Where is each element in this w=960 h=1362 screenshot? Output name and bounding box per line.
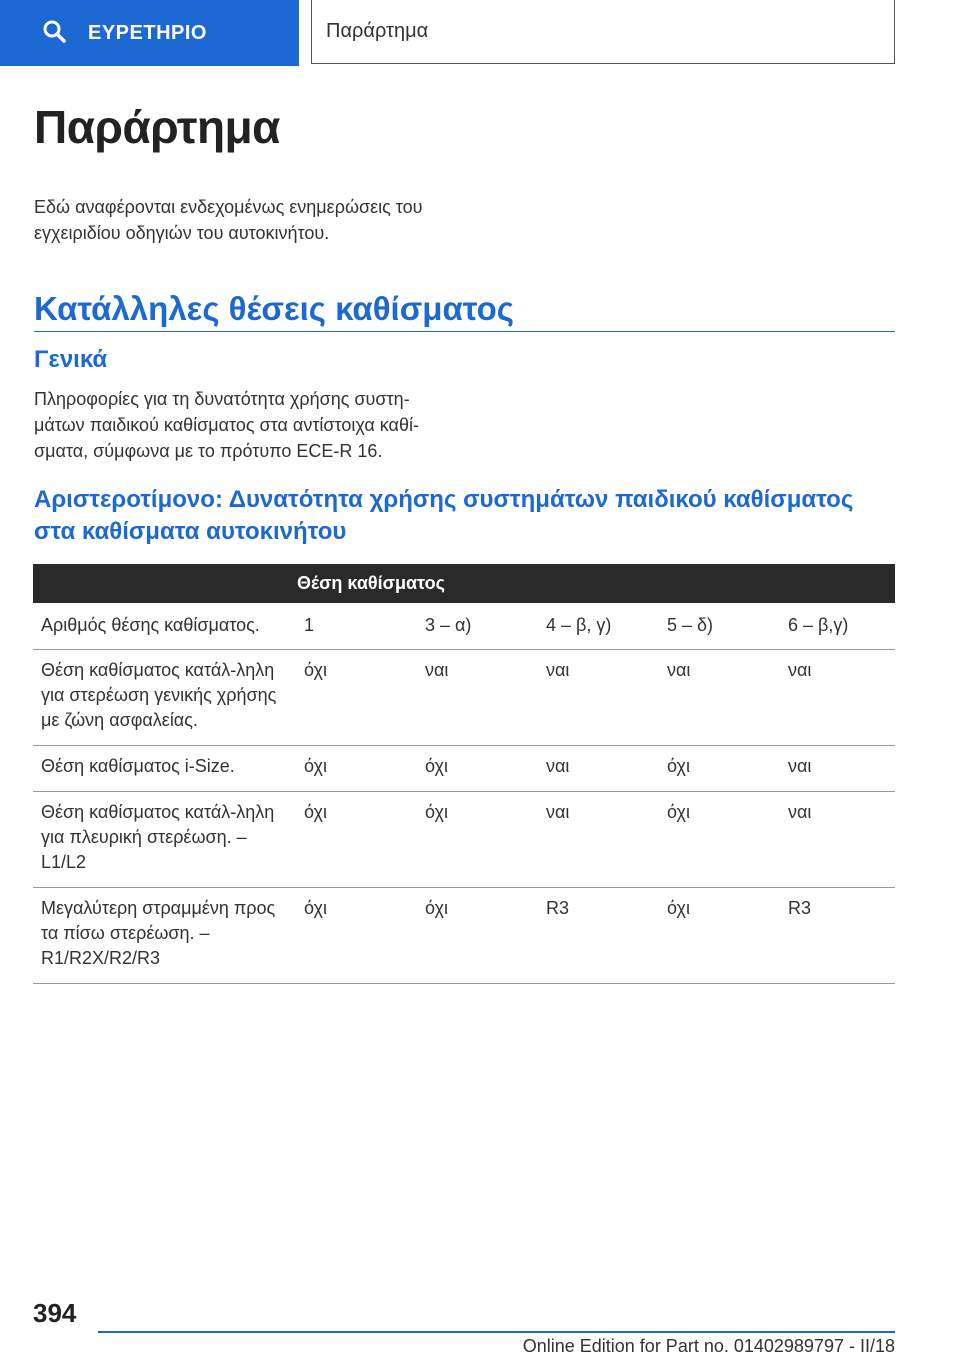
table-row	[33, 792, 895, 888]
table-cell: R3	[538, 888, 659, 984]
table-cell: ναι	[780, 650, 895, 746]
row-label-cell: Θέση καθίσματος κατάλ-ληλη για πλευρική στερέωση. – L1/L2	[33, 792, 296, 888]
table-cell: όχι	[659, 888, 780, 984]
row-label-cell: Θέση καθίσματος κατάλ-ληλη για στερέωση γενικής χρήσης με ζώνη ασφαλείας.	[33, 650, 296, 746]
section-title: Κατάλληλες θέσεις καθίσματος	[34, 290, 514, 327]
table-cell: ναι	[417, 650, 538, 746]
table-header-row	[33, 564, 895, 603]
subsection-title: Γενικά	[34, 346, 108, 373]
table-row	[33, 888, 895, 984]
search-icon	[42, 19, 88, 48]
section-divider	[34, 331, 895, 332]
table-cell: ναι	[538, 650, 659, 746]
table-cell: 1	[296, 603, 417, 650]
edition-text: Online Edition for Part no. 01402989797 - II/18	[522, 1336, 895, 1356]
top-navigation-bar	[0, 0, 960, 66]
table-cell: όχι	[296, 792, 417, 888]
general-text: Πληροφορίες για τη δυνατότητα χρήσης συστη-μάτων παιδικού καθίσματος στα αντίστοιχα καθί-σματα, σύμφωνα με το πρότυπο ECE-R 16.	[34, 389, 419, 461]
table-row	[33, 650, 895, 746]
table-row	[33, 746, 895, 792]
table-cell: όχι	[417, 746, 538, 792]
page-number: 394	[33, 1298, 77, 1328]
table-row	[33, 603, 895, 650]
table-cell: όχι	[417, 888, 538, 984]
table-cell: 3 – α)	[417, 603, 538, 650]
table-cell: όχι	[296, 650, 417, 746]
table-cell: ναι	[538, 746, 659, 792]
footer-divider	[98, 1331, 895, 1333]
table-cell: όχι	[659, 746, 780, 792]
table-cell: όχι	[296, 746, 417, 792]
page-title: Παράρτημα	[34, 101, 280, 153]
table-cell: ναι	[538, 792, 659, 888]
row-label-cell: Θέση καθίσματος i-Size.	[33, 746, 296, 792]
table-cell: 4 – β, γ)	[538, 603, 659, 650]
table-cell: όχι	[659, 792, 780, 888]
row-label-cell: Μεγαλύτερη στραμμένη προς τα πίσω στερέωση. – R1/R2X/R2/R3	[33, 888, 296, 984]
table-title: Αριστεροτίμονο: Δυνατότητα χρήσης συστημάτων παιδικού καθίσματος στα καθίσματα αυτοκινήτου	[34, 486, 854, 545]
intro-text: Εδώ αναφέρονται ενδεχομένως ενημερώσεις του εγχειριδίου οδηγιών του αυτοκινήτου.	[34, 197, 423, 243]
table-cell: R3	[780, 888, 895, 984]
breadcrumb[interactable]: Παράρτημα	[311, 0, 895, 64]
row-label-cell: Αριθμός θέσης καθίσματος.	[33, 603, 296, 650]
seat-table	[33, 564, 895, 984]
index-button-label: ΕΥΡΕΤΗΡΙΟ	[88, 21, 207, 44]
table-cell: 5 – δ)	[659, 603, 780, 650]
index-button[interactable]	[0, 0, 299, 66]
table-cell: όχι	[417, 792, 538, 888]
table-cell: ναι	[780, 792, 895, 888]
table-cell: όχι	[296, 888, 417, 984]
table-cell: ναι	[659, 650, 780, 746]
table-cell: 6 – β,γ)	[780, 603, 895, 650]
table-header: Θέση καθίσματος	[297, 573, 445, 593]
table-cell: ναι	[780, 746, 895, 792]
